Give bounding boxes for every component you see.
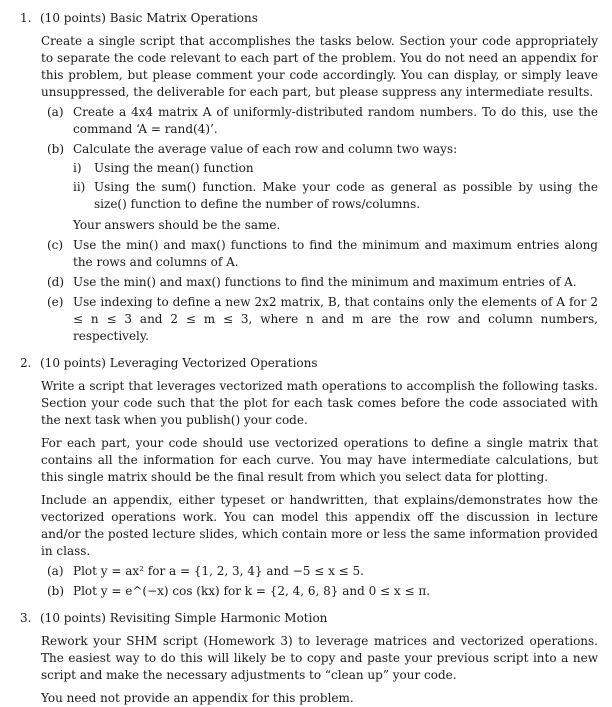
part-label: (c) <box>47 238 64 252</box>
subpart-text: Using the sum() function. Make your code as general as possible by using the size() function to define the number of rows/columns. <box>94 180 598 211</box>
part-a <box>47 104 598 138</box>
part-label: (a) <box>47 564 64 578</box>
part-text: Use indexing to define a new 2x2 matrix, B, that contains only the elements of A for 2 ≤ n ≤ 3 and 2 ≤ m ≤ 3, where n and m are the row and column numbers, respectively. <box>73 295 598 343</box>
problem-2 <box>20 355 598 600</box>
problem-paragraph-2: For each part, your code should use vectorized operations to define a single matrix that contains all the information for each curve. You may have intermediate calculations, but this single matrix should be the final result from which you select data for plotting. <box>41 436 598 484</box>
part-label: (b) <box>47 584 65 598</box>
part-text: Create a 4x4 matrix A of uniformly-distributed random numbers. To do this, use the command ‘A = rand(4)’. <box>73 105 598 136</box>
subpart-label: i) <box>73 161 82 175</box>
part-text: Plot y = e^(−x) cos (kx) for k = {2, 4, 6, 8} and 0 ≤ x ≤ π. <box>73 584 431 598</box>
part-label: (d) <box>47 275 65 289</box>
problem-title: (10 points) Basic Matrix Operations <box>40 11 258 25</box>
problem-1 <box>20 10 598 345</box>
problem-paragraph-2: You need not provide an appendix for this problem. <box>41 691 354 705</box>
problem-number: 2. <box>20 356 32 370</box>
subpart-ii <box>73 179 598 213</box>
problem-paragraph-1: Write a script that leverages vectorized math operations to accomplish the following tasks. Section your code such that the plot for each task comes before the code associated with the next task when you publish() your code. <box>41 379 598 427</box>
part-text: Plot y = ax² for a = {1, 2, 3, 4} and −5 ≤ x ≤ 5. <box>73 564 364 578</box>
part-b <box>47 141 598 158</box>
part-a <box>47 563 598 580</box>
part-c <box>47 237 598 271</box>
part-label: (b) <box>47 142 65 156</box>
part-text: Calculate the average value of each row and column two ways: <box>73 142 458 156</box>
subpart-text: Using the mean() function <box>94 161 254 175</box>
problem-title: (10 points) Revisiting Simple Harmonic Motion <box>40 611 328 625</box>
problem-number: 1. <box>20 11 32 25</box>
problem-number: 3. <box>20 611 32 625</box>
part-d <box>47 274 598 291</box>
problem-paragraph-3: Include an appendix, either typeset or handwritten, that explains/demonstrates how the vectorized operations work. You can model this appendix off the discussion in lecture and/or the posted lecture slides, which contain more or less the same information provided in class. <box>41 493 598 558</box>
part-text: Use the min() and max() functions to find the minimum and maximum entries of A. <box>73 275 577 289</box>
subpart-label: ii) <box>73 180 86 194</box>
part-text: Use the min() and max() functions to find the minimum and maximum entries along the rows and columns of A. <box>73 238 598 269</box>
problem-paragraph-1: Rework your SHM script (Homework 3) to leverage matrices and vectorized operations. The easiest way to do this will likely be to copy and paste your previous script into a new script and make the necessary adjustments to “clean up” your code. <box>41 634 598 682</box>
problem-intro: Create a single script that accomplishes the tasks below. Section your code appropriately to separate the code relevant to each part of the problem. You do not need an appendix for this problem, but please comment your code accordingly. You can display, or simply leave unsuppressed, the deliverable for each part, but please suppress any intermediate results. <box>41 34 598 99</box>
part-e <box>47 294 598 345</box>
problem-title: (10 points) Leveraging Vectorized Operations <box>40 356 318 370</box>
subpart-i <box>73 160 598 177</box>
part-b <box>47 583 598 600</box>
problem-3 <box>20 610 598 707</box>
part-label: (e) <box>47 295 64 309</box>
part-b-note: Your answers should be the same. <box>73 218 281 232</box>
part-label: (a) <box>47 105 64 119</box>
